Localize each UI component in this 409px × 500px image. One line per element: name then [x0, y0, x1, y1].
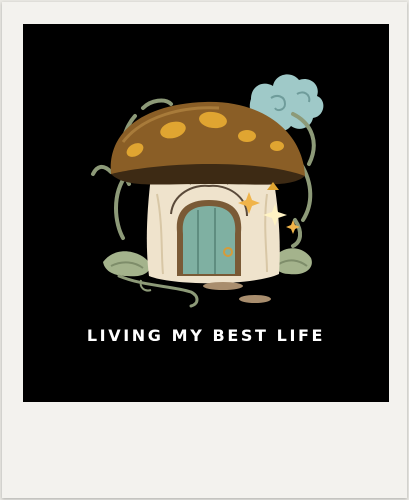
polaroid-frame — [2, 2, 407, 498]
caption-text: LIVING MY BEST LIFE — [86, 326, 326, 345]
mushroom-house-illustration — [23, 24, 389, 324]
photo-area — [23, 24, 389, 402]
